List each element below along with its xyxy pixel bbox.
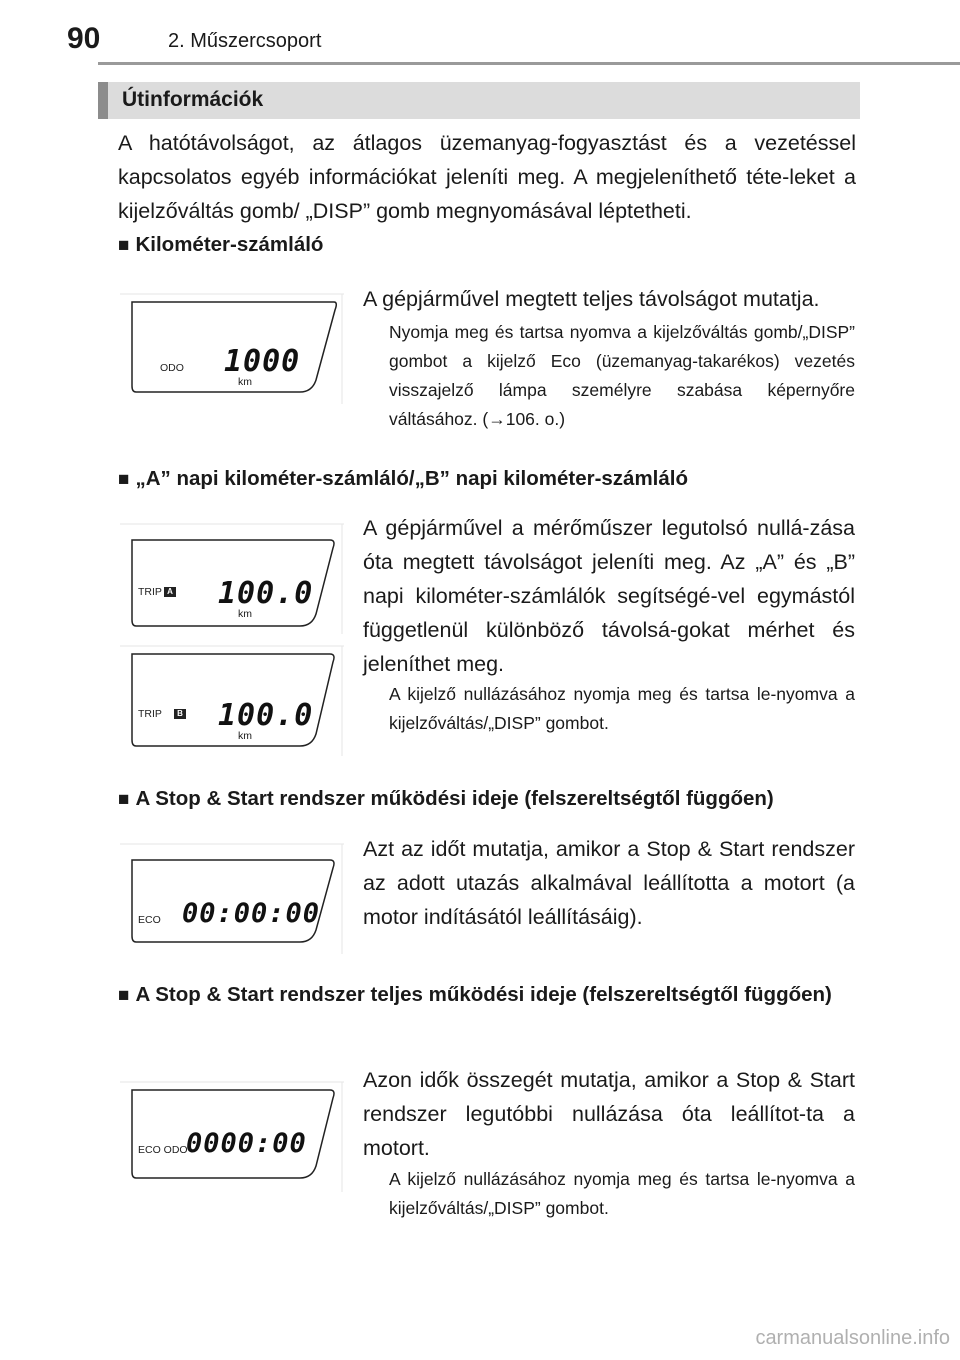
stop-start-total-description: Azon idők összegét mutatja, amikor a Stop & Start rendszer legutóbbi nullázása óta leállítot-ta a motort. (363, 1068, 855, 1160)
stop-start-time-description: Azt az időt mutatja, amikor a Stop & Start rendszer az adott utazás alkalmával leállította a motort (a motor indításától leállításáig). (363, 837, 855, 929)
subheading-stop-start-total: ■ A Stop & Start rendszer teljes működési ideje (felszereltségtől függően) (118, 983, 832, 1006)
odometer-note: Nyomja meg és tartsa nyomva a kijelzőváltás gomb/„DISP” gombot a kijelző Eco (üzemanyag-takarékos) vezetés visszajelző lámpa személyre szabása képernyőre váltásához. (→106. o.) (389, 322, 855, 429)
odo-value: 1000 (224, 344, 301, 379)
trip-b-display (120, 644, 344, 758)
footer-watermark: carmanualsonline.info (755, 1327, 950, 1349)
page-number: 90 (67, 22, 101, 55)
eco-odo-display (120, 1080, 344, 1194)
odo-unit: km (238, 376, 252, 388)
trip-description: A gépjárművel a mérőműszer legutolsó nullá-zása óta megtett távolságot jeleníti meg. Az „A” és „B” napi kilométer-számlálók segítségé-vel egymástól függetlenül különböző távolsá-gokat mérhet és jeleníthet meg. (363, 516, 855, 676)
odometer-display (120, 292, 344, 406)
trip-a-display (120, 522, 344, 636)
bullet-square-icon: ■ (118, 235, 130, 256)
bullet-square-icon: ■ (118, 985, 130, 1006)
trip-b-unit: km (238, 730, 252, 742)
section-heading (98, 82, 860, 119)
bullet-square-icon: ■ (118, 789, 130, 810)
subheading-odometer: ■ Kilométer-számláló (118, 233, 324, 256)
trip-b-badge: B (174, 709, 186, 719)
chapter-title: 2. Műszercsoport (168, 30, 322, 52)
trip-a-label: TRIP (138, 586, 162, 598)
odometer-description: A gépjárművel megtett teljes távolságot mutatja. (363, 287, 820, 311)
trip-b-label: TRIP (138, 708, 162, 720)
eco-odo-value: 0000:00 (186, 1128, 307, 1159)
trip-a-value: 100.0 (218, 576, 314, 611)
eco-label: ECO (138, 914, 161, 926)
header-rule (98, 62, 960, 65)
eco-value: 00:00:00 (182, 898, 321, 929)
stop-start-total-note: A kijelző nullázásához nyomja meg és tartsa le-nyomva a kijelzőváltás/„DISP” gombot. (389, 1169, 855, 1218)
subheading-stop-start-time: ■ A Stop & Start rendszer működési ideje (felszereltségtől függően) (118, 787, 774, 810)
eco-odo-label: ECO ODO (138, 1144, 188, 1156)
trip-note: A kijelző nullázásához nyomja meg és tartsa le-nyomva a kijelzőváltás/„DISP” gombot. (389, 684, 855, 733)
trip-b-value: 100.0 (218, 698, 314, 733)
eco-display (120, 842, 344, 956)
bullet-square-icon: ■ (118, 469, 130, 490)
trip-a-unit: km (238, 608, 252, 620)
intro-paragraph: A hatótávolságot, az átlagos üzemanyag-fogyasztást és a vezetéssel kapcsolatos egyéb információkat jeleníti meg. A megjeleníthető téte-leket a kijelzőváltás gomb/ „DISP” gomb megnyomásával léptetheti. (118, 131, 856, 223)
odo-label: ODO (160, 362, 184, 374)
subheading-trip-meters: ■ „A” napi kilométer-számláló/„B” napi kilométer-számláló (118, 467, 688, 490)
trip-a-badge: A (164, 587, 176, 597)
section-title: Útinformációk (122, 88, 264, 111)
